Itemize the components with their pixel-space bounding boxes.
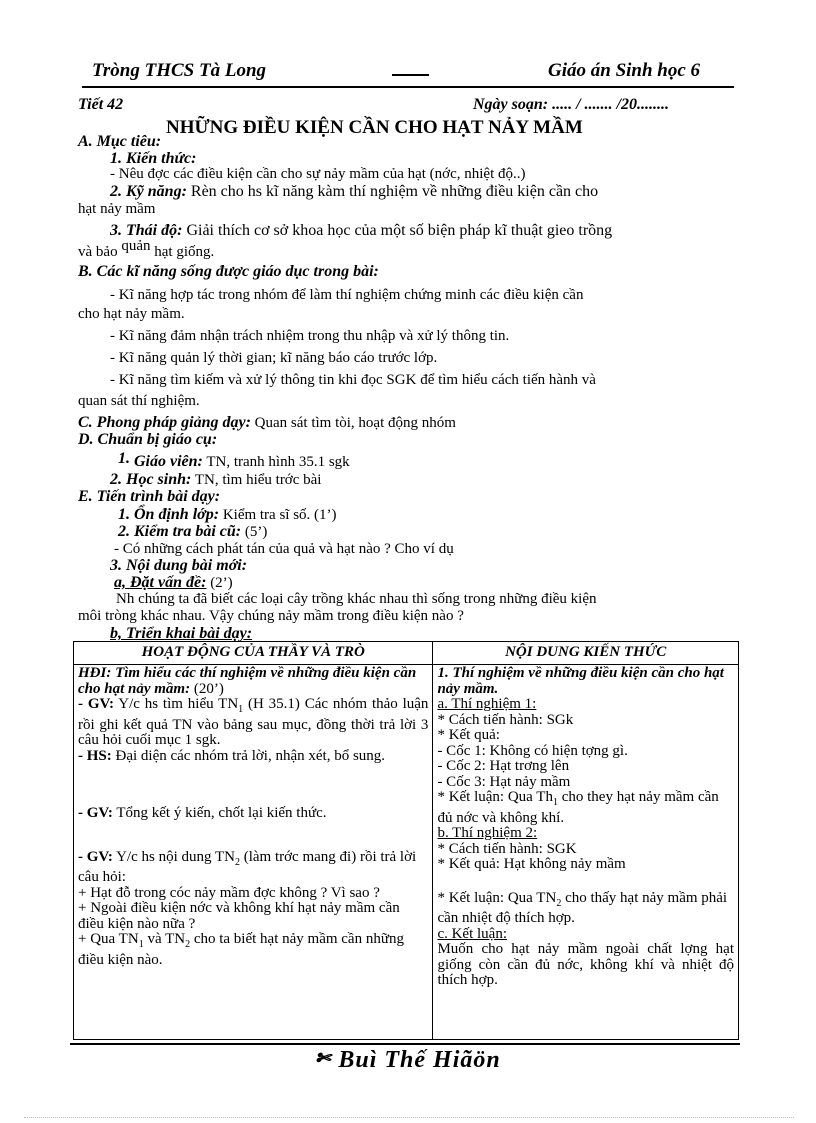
teacher-task-1-b: (H 35.1) Các nhóm thảo luận rồi ghi kết quả TN vào bảng sau mục, đồng thời trả lời 3 câu hỏi cuối mục 1 sgk. [78,696,429,748]
attitude-text: Giải thích cơ sở khoa học của một số biện pháp kĩ thuật gieo trồng [182,222,613,239]
student-line [110,471,321,489]
conclusion-1 [437,790,734,826]
intro-text-2: môi tròng khác nhau. Vậy chúng nảy mầm trong điều kiện nào ? [78,608,464,624]
class-check-line [118,506,337,524]
skills-text: Rèn cho hs kĩ năng kàm thí nghiệm về những điều kiện cần cho [186,183,599,200]
teacher-task-3-a: Y/c hs nội dung TN [112,848,235,865]
teacher-task-1-a: Y/c hs tìm hiểu TN [113,696,239,712]
section-b-heading: B. Các kĩ năng sống được giáo dục trong bài: [78,263,379,280]
col-header-activities: HOẠT ĐỘNG CỦA THẦY VÀ TRÒ [74,642,433,665]
question-3-sub1: 1 [138,939,144,950]
teacher-num: 1. [118,450,130,467]
footer-author [0,1047,816,1074]
final-conclusion-text: Muốn cho hạt nảy mầm ngoài chất lợng hạt giống còn cần đủ nớc, không khí và nhiệt độ thích hợp. [437,941,734,988]
subject-name: Giáo án Sinh học 6 [548,60,701,81]
old-lesson-line [118,523,267,541]
skill-item-4: - Kĩ năng tìm kiếm và xử lý thông tin khi đọc SGK để tìm hiểu cách tiến hành và [110,372,596,388]
teacher-task-3-b: (làm trớc mang đi) rồi trả lời câu hỏi: [78,848,417,885]
knowledge-text: - Nêu đợc các điều kiện cần cho sự nảy mầm của hạt (nớc, nhiệt độ..) [110,166,526,182]
intro-text-1: Nh chúng ta đã biết các loại cây trồng khác nhau thì sống trong những điều kiện [116,591,597,607]
student-task [78,749,428,765]
intro-label: a, Đặt vấn đề: [114,574,207,591]
experiment-1-label: a. Thí nghiệm 1: [437,696,537,712]
cup-3: - Cốc 3: Hạt nảy mầm [437,773,571,790]
question-3 [78,932,428,968]
class-check-label: 1. Ổn định lớp: [118,506,220,523]
teacher-task-1 [78,697,428,749]
old-lesson-time: (5’) [241,524,268,540]
skill-item-1: - Kĩ năng hợp tác trong nhóm để làm thí nghiệm chứng minh các điều kiện cần [110,287,584,303]
student-label: 2. Học sinh: [110,471,192,488]
table-row [74,665,739,1040]
page-title: NHỮNG ĐIỀU KIỆN CẦN CHO HẠT NẢY MẦM [166,117,583,138]
section-c-heading: C. Phong pháp giảng dạy: [78,414,251,431]
question-3-c: cho ta biết hạt nảy mầm cần những điều kiện nào. [78,931,404,968]
student-task-label: - HS: [78,747,112,764]
skills-label: 2. Kỹ năng: [110,183,187,200]
lesson-number: Tiết 42 [78,96,124,113]
student-text: TN, tìm hiểu trớc bài [191,472,322,488]
conclusion-1-b: cho they hạt nảy mầm cần đủ nớc và không khí. [437,789,719,826]
cup-1: - Cốc 1: Không có hiện tợng gì. [437,742,628,759]
final-conclusion-label: c. Kết luận: [437,925,507,942]
intro-time: (2’) [206,575,233,591]
activity-1-heading: HĐI: Tìm hiểu các thí nghiệm về những điều kiện cần cho hạt nảy mầm: [78,665,417,697]
conclusion-2-a: * Kết luận: Qua TN [437,889,557,906]
old-lesson-question: - Có những cách phát tán của quả và hạt nào ? Cho ví dụ [114,541,454,557]
section-c-text: Quan sát tìm tòi, hoạt động nhóm [250,415,456,431]
skill-item-4-cont: quan sát thí nghiệm. [78,393,200,409]
activities-cell [74,665,433,1040]
date-label: Ngày soạn: ..... / ....... /20........ [473,96,669,113]
knowledge-label: 1. Kiến thức: [110,150,197,167]
content-heading: 1. Thí nghiệm về những điều kiện cần cho hạt nảy mầm. [437,665,724,697]
skill-item-2: - Kĩ năng đảm nhận trách nhiệm trong thu nhập và xử lý thông tin. [110,328,510,344]
activity-table [73,641,739,1040]
conclusion-2-sub: 2 [556,897,562,909]
lesson-body-label: b, Triển khai bài dạy: [110,625,253,642]
section-d-heading: D. Chuẩn bị giáo cụ: [78,431,218,448]
skills-text-cont: hạt nảy mầm [78,201,156,217]
experiment-2-method: * Cách tiến hành: SGK [437,840,577,857]
experiment-1-method: * Cách tiến hành: SGk [437,711,574,728]
footer-rule [70,1043,740,1045]
skills-line [110,183,598,201]
teacher-task-1-sub: 1 [238,704,244,715]
conclusion-1-sub: 1 [552,797,558,808]
intro-line [114,574,233,592]
teacher-label: Giáo viên: [130,453,203,470]
author-name: Buì Thế Hiãön [338,1047,501,1073]
header-dash [392,74,429,76]
question-3-b: và TN [143,931,186,947]
question-3-sub2: 2 [185,939,191,950]
experiment-1-result: * Kết quả: [437,727,500,743]
col-header-content: NỘI DUNG KIẾN THỨC [433,642,739,665]
skill-item-1-cont: cho hạt nảy mầm. [78,306,185,322]
teacher-task-3 [78,850,428,886]
experiment-2-result: * Kết quả: Hạt không nảy mầm [437,856,626,872]
attitude-text-cont [78,238,215,261]
activity-1-title [78,666,428,697]
section-e-heading: E. Tiến trình bài dạy: [78,488,221,505]
teacher-label-2: - GV: [78,805,113,821]
question-3-a: + Qua TN [78,931,139,947]
content-cell [433,665,739,1040]
attitude-text-c: hạt giống. [150,244,215,260]
teacher-label-1: - GV: [78,696,114,712]
attitude-line [110,222,612,240]
question-1: + Hạt đỗ trong cóc nảy mầm đợc không ? Vì sao ? [78,884,380,901]
conclusion-2-b: cho thấy hạt nảy mầm phải cần nhiệt độ thích hợp. [437,889,728,926]
attitude-text-a: và bảo [78,244,122,260]
attitude-text-b: quản [121,238,151,254]
section-c-line [78,414,456,432]
teacher-text: TN, tranh hình 35.1 sgk [202,454,350,470]
section-a-heading: A. Mục tiêu: [78,133,162,150]
cup-2: - Cốc 2: Hạt trơng lên [437,758,570,774]
school-name: Tròng THCS Tà Long [92,60,267,81]
attitude-label: 3. Thái độ: [110,222,183,239]
table-header-row [74,642,739,665]
teacher-line [118,450,350,471]
scissors-icon: ✄ [315,1048,332,1068]
skill-item-3: - Kĩ năng quản lý thời gian; kĩ năng báo cáo trước lớp. [110,350,438,366]
activity-1-time: (20’) [190,680,224,697]
conclusion-2 [437,891,734,927]
class-check-text: Kiểm tra sĩ số. (1’) [219,507,337,523]
experiment-2-label: b. Thí nghiệm 2: [437,825,538,841]
conclusion-1-a: * Kết luận: Qua Th [437,789,553,805]
teacher-task-2-text: Tổng kết ý kiến, chốt lại kiến thức. [112,805,327,821]
header-rule [82,86,734,88]
teacher-label-3: - GV: [78,848,113,865]
old-lesson-label: 2. Kiểm tra bài cũ: [118,523,242,540]
page-bottom-dots [24,1117,794,1118]
new-lesson-label: 3. Nội dung bài mới: [110,557,248,574]
teacher-task-2 [78,806,428,822]
student-task-text: Đại diện các nhóm trả lời, nhận xét, bổ sung. [111,747,386,764]
question-2: + Ngoài điều kiện nớc và không khí hạt nảy mầm cần điều kiện nào nữa ? [78,900,400,932]
teacher-task-3-sub: 2 [234,856,240,868]
